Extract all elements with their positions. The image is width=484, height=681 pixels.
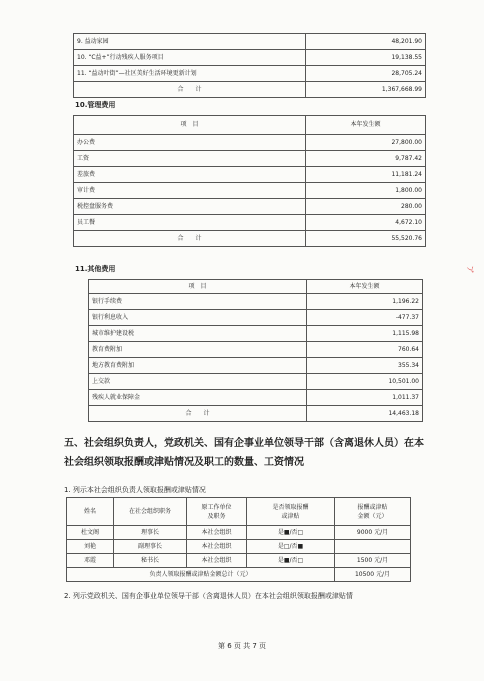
table-row xyxy=(67,554,411,568)
total-label: 负责人领取报酬或津贴金额总计（元） xyxy=(67,568,335,582)
person-unit: 本社会组织 xyxy=(187,554,247,568)
table-row xyxy=(74,66,426,82)
row-value: -477.37 xyxy=(307,310,423,326)
table-row xyxy=(74,199,426,215)
row-name: 上交款 xyxy=(89,374,307,390)
person-paid: 是■/否□ xyxy=(247,526,335,540)
row-name: 11. “益动叶街”—社区美好生活环境更新计划 xyxy=(74,66,306,82)
row-value: 28,705.24 xyxy=(306,66,426,82)
col-amount-header: 本年发生额 xyxy=(307,280,423,294)
row-value: 760.64 xyxy=(307,342,423,358)
col-amount-header-line1: 报酬或津贴 xyxy=(357,503,388,511)
table-row xyxy=(89,358,423,374)
person-unit: 本社会组织 xyxy=(187,526,247,540)
table-row xyxy=(74,151,426,167)
table-row xyxy=(74,183,426,199)
row-value: 48,201.90 xyxy=(306,34,426,50)
total-label: 合 计 xyxy=(74,231,306,247)
other-expense-table xyxy=(88,279,423,422)
management-expense-table xyxy=(73,115,426,247)
section5-sub2: 2. 列示党政机关、国有企事业单位领导干部（含离退休人员）在本社会组织领取报酬或津贴情 xyxy=(64,592,353,600)
table-row xyxy=(89,310,423,326)
row-value: 1,800.00 xyxy=(306,183,426,199)
table-row xyxy=(74,215,426,231)
row-name: 教育费附加 xyxy=(89,342,307,358)
row-name: 工资 xyxy=(74,151,306,167)
total-value: 10500 元/月 xyxy=(335,568,411,582)
total-row xyxy=(74,82,426,98)
project-expense-table xyxy=(73,33,426,98)
total-row xyxy=(74,231,426,247)
table-row xyxy=(74,135,426,151)
person-name: 杜文阁 xyxy=(67,526,114,540)
col-amount-header: 本年发生额 xyxy=(306,116,426,135)
row-name: 银行利息收入 xyxy=(89,310,307,326)
row-value: 9,787.42 xyxy=(306,151,426,167)
table-row xyxy=(74,34,426,50)
col-amount-header xyxy=(335,498,411,526)
row-value: 280.00 xyxy=(306,199,426,215)
row-name: 残疾人就业保障金 xyxy=(89,390,307,406)
row-name: 税控盘服务费 xyxy=(74,199,306,215)
responsible-persons-table xyxy=(66,497,411,582)
row-name: 城市维护建设税 xyxy=(89,326,307,342)
total-row xyxy=(67,568,411,582)
table-row xyxy=(67,526,411,540)
person-role: 秘书长 xyxy=(114,554,187,568)
table-header xyxy=(89,280,423,294)
person-role: 副理事长 xyxy=(114,540,187,554)
total-row xyxy=(89,406,423,422)
total-value: 1,367,668.99 xyxy=(306,82,426,98)
total-label: 合 计 xyxy=(89,406,307,422)
table-row xyxy=(89,326,423,342)
row-name: 员工餐 xyxy=(74,215,306,231)
row-value: 1,196.22 xyxy=(307,294,423,310)
row-value: 11,181.24 xyxy=(306,167,426,183)
page-footer: 第 6 页 共 7 页 xyxy=(217,642,267,650)
person-amount xyxy=(335,540,411,554)
col-role-header: 在社会组织职务 xyxy=(114,498,187,526)
person-amount: 9000 元/月 xyxy=(335,526,411,540)
col-paid-header xyxy=(247,498,335,526)
row-name: 办公费 xyxy=(74,135,306,151)
table-row xyxy=(89,294,423,310)
row-value: 355.34 xyxy=(307,358,423,374)
person-amount: 1500 元/月 xyxy=(335,554,411,568)
total-value: 55,520.76 xyxy=(306,231,426,247)
col-paid-header-line1: 是否领取报酬 xyxy=(272,503,309,511)
total-label: 合 计 xyxy=(74,82,306,98)
col-unit-header-line2: 及职务 xyxy=(207,512,226,520)
person-name: 邓霞 xyxy=(67,554,114,568)
col-name-header: 姓名 xyxy=(67,498,114,526)
table-row xyxy=(89,374,423,390)
row-value: 10,501.00 xyxy=(307,374,423,390)
row-value: 19,138.55 xyxy=(306,50,426,66)
table-row xyxy=(89,390,423,406)
row-value: 1,115.98 xyxy=(307,326,423,342)
other-title: 11.其他费用 xyxy=(75,265,116,273)
person-role: 理事长 xyxy=(114,526,187,540)
row-name: 银行手续费 xyxy=(89,294,307,310)
table-header xyxy=(67,498,411,526)
person-paid: 是□/否■ xyxy=(247,540,335,554)
table-row xyxy=(74,167,426,183)
row-value: 1,011.37 xyxy=(307,390,423,406)
total-value: 14,463.18 xyxy=(307,406,423,422)
row-name: 审计费 xyxy=(74,183,306,199)
person-unit: 本社会组织 xyxy=(187,540,247,554)
col-amount-header-line2: 金额（元） xyxy=(357,512,388,520)
table-row xyxy=(89,342,423,358)
section5-sub1: 1. 列示本社会组织负责人领取报酬或津贴情况 xyxy=(64,486,206,494)
row-value: 4,672.10 xyxy=(306,215,426,231)
management-title: 10.管理费用 xyxy=(75,101,116,109)
section5-title-line1: 五、社会组织负责人，党政机关、国有企事业单位领导干部（含离退休人员）在本 xyxy=(64,438,424,449)
row-name: 9. 益动家园 xyxy=(74,34,306,50)
person-paid: 是■/否□ xyxy=(247,554,335,568)
row-name: 10. “C益+”行动残疾人服务项目 xyxy=(74,50,306,66)
row-value: 27,800.00 xyxy=(306,135,426,151)
col-unit-header xyxy=(187,498,247,526)
row-name: 差旅费 xyxy=(74,167,306,183)
col-paid-header-line2: 或津贴 xyxy=(281,512,300,520)
table-row xyxy=(74,50,426,66)
section5-title-line2: 社会组织领取报酬或津贴情况及职工的数量、工资情况 xyxy=(64,457,304,468)
col-item-header: 项 目 xyxy=(74,116,306,135)
margin-mark: ア xyxy=(465,265,475,274)
col-item-header: 项 目 xyxy=(89,280,307,294)
row-name: 地方教育费附加 xyxy=(89,358,307,374)
table-row xyxy=(67,540,411,554)
col-unit-header-line1: 原工作单位 xyxy=(201,503,232,511)
table-header xyxy=(74,116,426,135)
person-name: 刘艳 xyxy=(67,540,114,554)
